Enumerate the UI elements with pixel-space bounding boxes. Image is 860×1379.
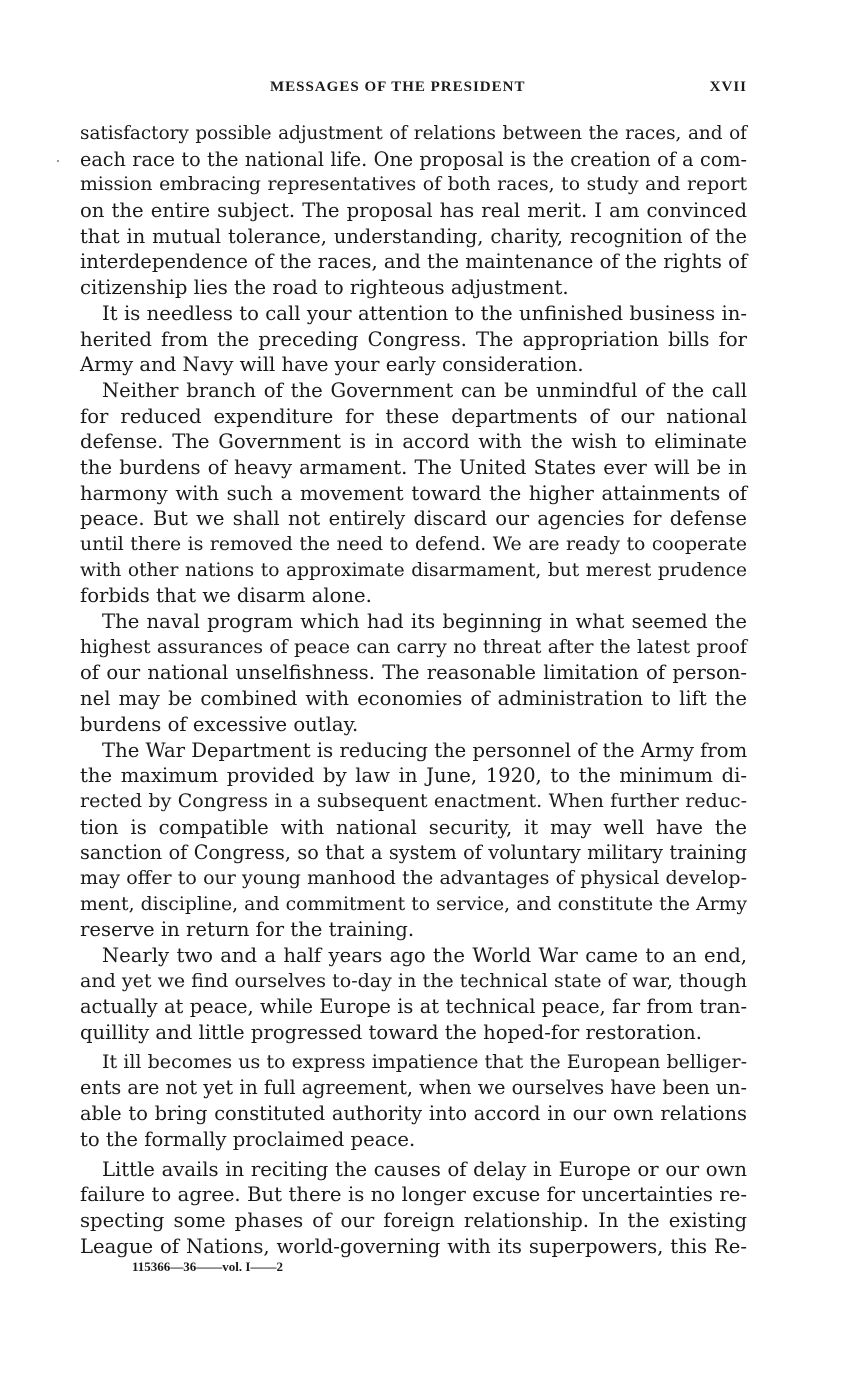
text-line: rected by Congress in a subsequent enactment. When further reduc- — [80, 789, 747, 812]
text-line: citizenship lies the road to righteous adjustment. — [80, 276, 569, 300]
text-line: the burdens of heavy armament. The United States ever will be in — [80, 455, 747, 479]
text-line: actually at peace, while Europe is at technical peace, far from tran- — [80, 995, 747, 1019]
text-line: may offer to our young manhood the advantages of physical develop- — [80, 866, 747, 889]
text-line: until there is removed the need to defend. We are ready to cooperate — [80, 534, 747, 555]
paragraph-start: It ill becomes us to express impatience that the European belliger- — [102, 1050, 747, 1073]
paragraph-start: It is needless to call your attention to the unfinished business in- — [102, 301, 747, 325]
text-line: failure to agree. But there is no longer excuse for uncertainties re- — [80, 1183, 747, 1207]
text-line: herited from the preceding Congress. The appropriation bills for — [80, 327, 747, 351]
text-line: peace. But we shall not entirely discard our agencies for defense — [80, 507, 747, 531]
paragraph-start: The naval program which had its beginning in what seemed the — [102, 610, 747, 634]
text-line: harmony with such a movement toward the higher attainments of — [80, 481, 747, 505]
text-line: ment, discipline, and commitment to service, and constitute the Army — [80, 893, 747, 915]
text-line: burdens of excessive outlay. — [80, 712, 359, 736]
text-line: that in mutual tolerance, understanding, charity, recognition of the — [80, 224, 747, 248]
text-line: on the entire subject. The proposal has real merit. I am convinced — [80, 199, 747, 223]
text-line: interdependence of the races, and the maintenance of the rights of — [80, 250, 748, 274]
text-line: the maximum provided by law in June, 1920, to the minimum di- — [80, 764, 747, 788]
text-line: nel may be combined with economies of administration to lift the — [80, 687, 747, 711]
body-text — [80, 121, 747, 1259]
paragraph-start: Little avails in reciting the causes of delay in Europe or our own — [102, 1157, 747, 1181]
text-line: forbids that we disarm alone. — [80, 584, 372, 608]
text-line: specting some phases of our foreign relationship. In the existing — [80, 1208, 747, 1232]
text-line: and yet we find ourselves to-day in the technical state of war, though — [80, 969, 747, 992]
paragraph-start: Neither branch of the Government can be unmindful of the call — [102, 378, 747, 402]
text-line: mission embracing representatives of both races, to study and report — [80, 174, 747, 196]
signature-mark: 115366—36——vol. I——2 — [132, 1259, 283, 1274]
margin-mark — [57, 160, 59, 162]
text-line: League of Nations, world-governing with its superpowers, this Re- — [80, 1234, 747, 1258]
page-number: XVII — [709, 79, 747, 95]
running-title: MESSAGES OF THE PRESIDENT — [270, 79, 526, 95]
text-line: tion is compatible with national security, it may well have the — [80, 815, 747, 839]
text-line: sanction of Congress, so that a system of voluntary military training — [80, 841, 747, 865]
text-line: to the formally proclaimed peace. — [80, 1127, 416, 1151]
text-line: each race to the national life. One proposal is the creation of a com- — [80, 147, 747, 171]
text-line: quillity and little progressed toward the hoped-for restoration. — [80, 1021, 702, 1045]
text-line: satisfactory possible adjustment of relations between the races, and of — [80, 123, 747, 144]
text-line: defense. The Government is in accord with the wish to eliminate — [80, 430, 747, 454]
paragraph-start: Nearly two and a half years ago the World War came to an end, — [102, 944, 747, 967]
text-line: highest assurances of peace can carry no threat after the latest proof — [80, 636, 747, 658]
text-line: for reduced expenditure for these departments of our national — [80, 404, 747, 428]
text-line: Army and Navy will have your early consideration. — [80, 353, 584, 377]
text-line: ents are not yet in full agreement, when we ourselves have been un- — [80, 1076, 747, 1100]
text-line: with other nations to approximate disarmament, but merest prudence — [80, 559, 747, 581]
text-line: of our national unselfishness. The reasonable limitation of person- — [80, 661, 747, 685]
paragraph-start: The War Department is reducing the personnel of the Army from — [102, 738, 748, 762]
text-line: reserve in return for the training. — [80, 918, 415, 942]
running-header — [80, 79, 747, 105]
text-line: able to bring constituted authority into accord in our own relations — [80, 1102, 747, 1126]
